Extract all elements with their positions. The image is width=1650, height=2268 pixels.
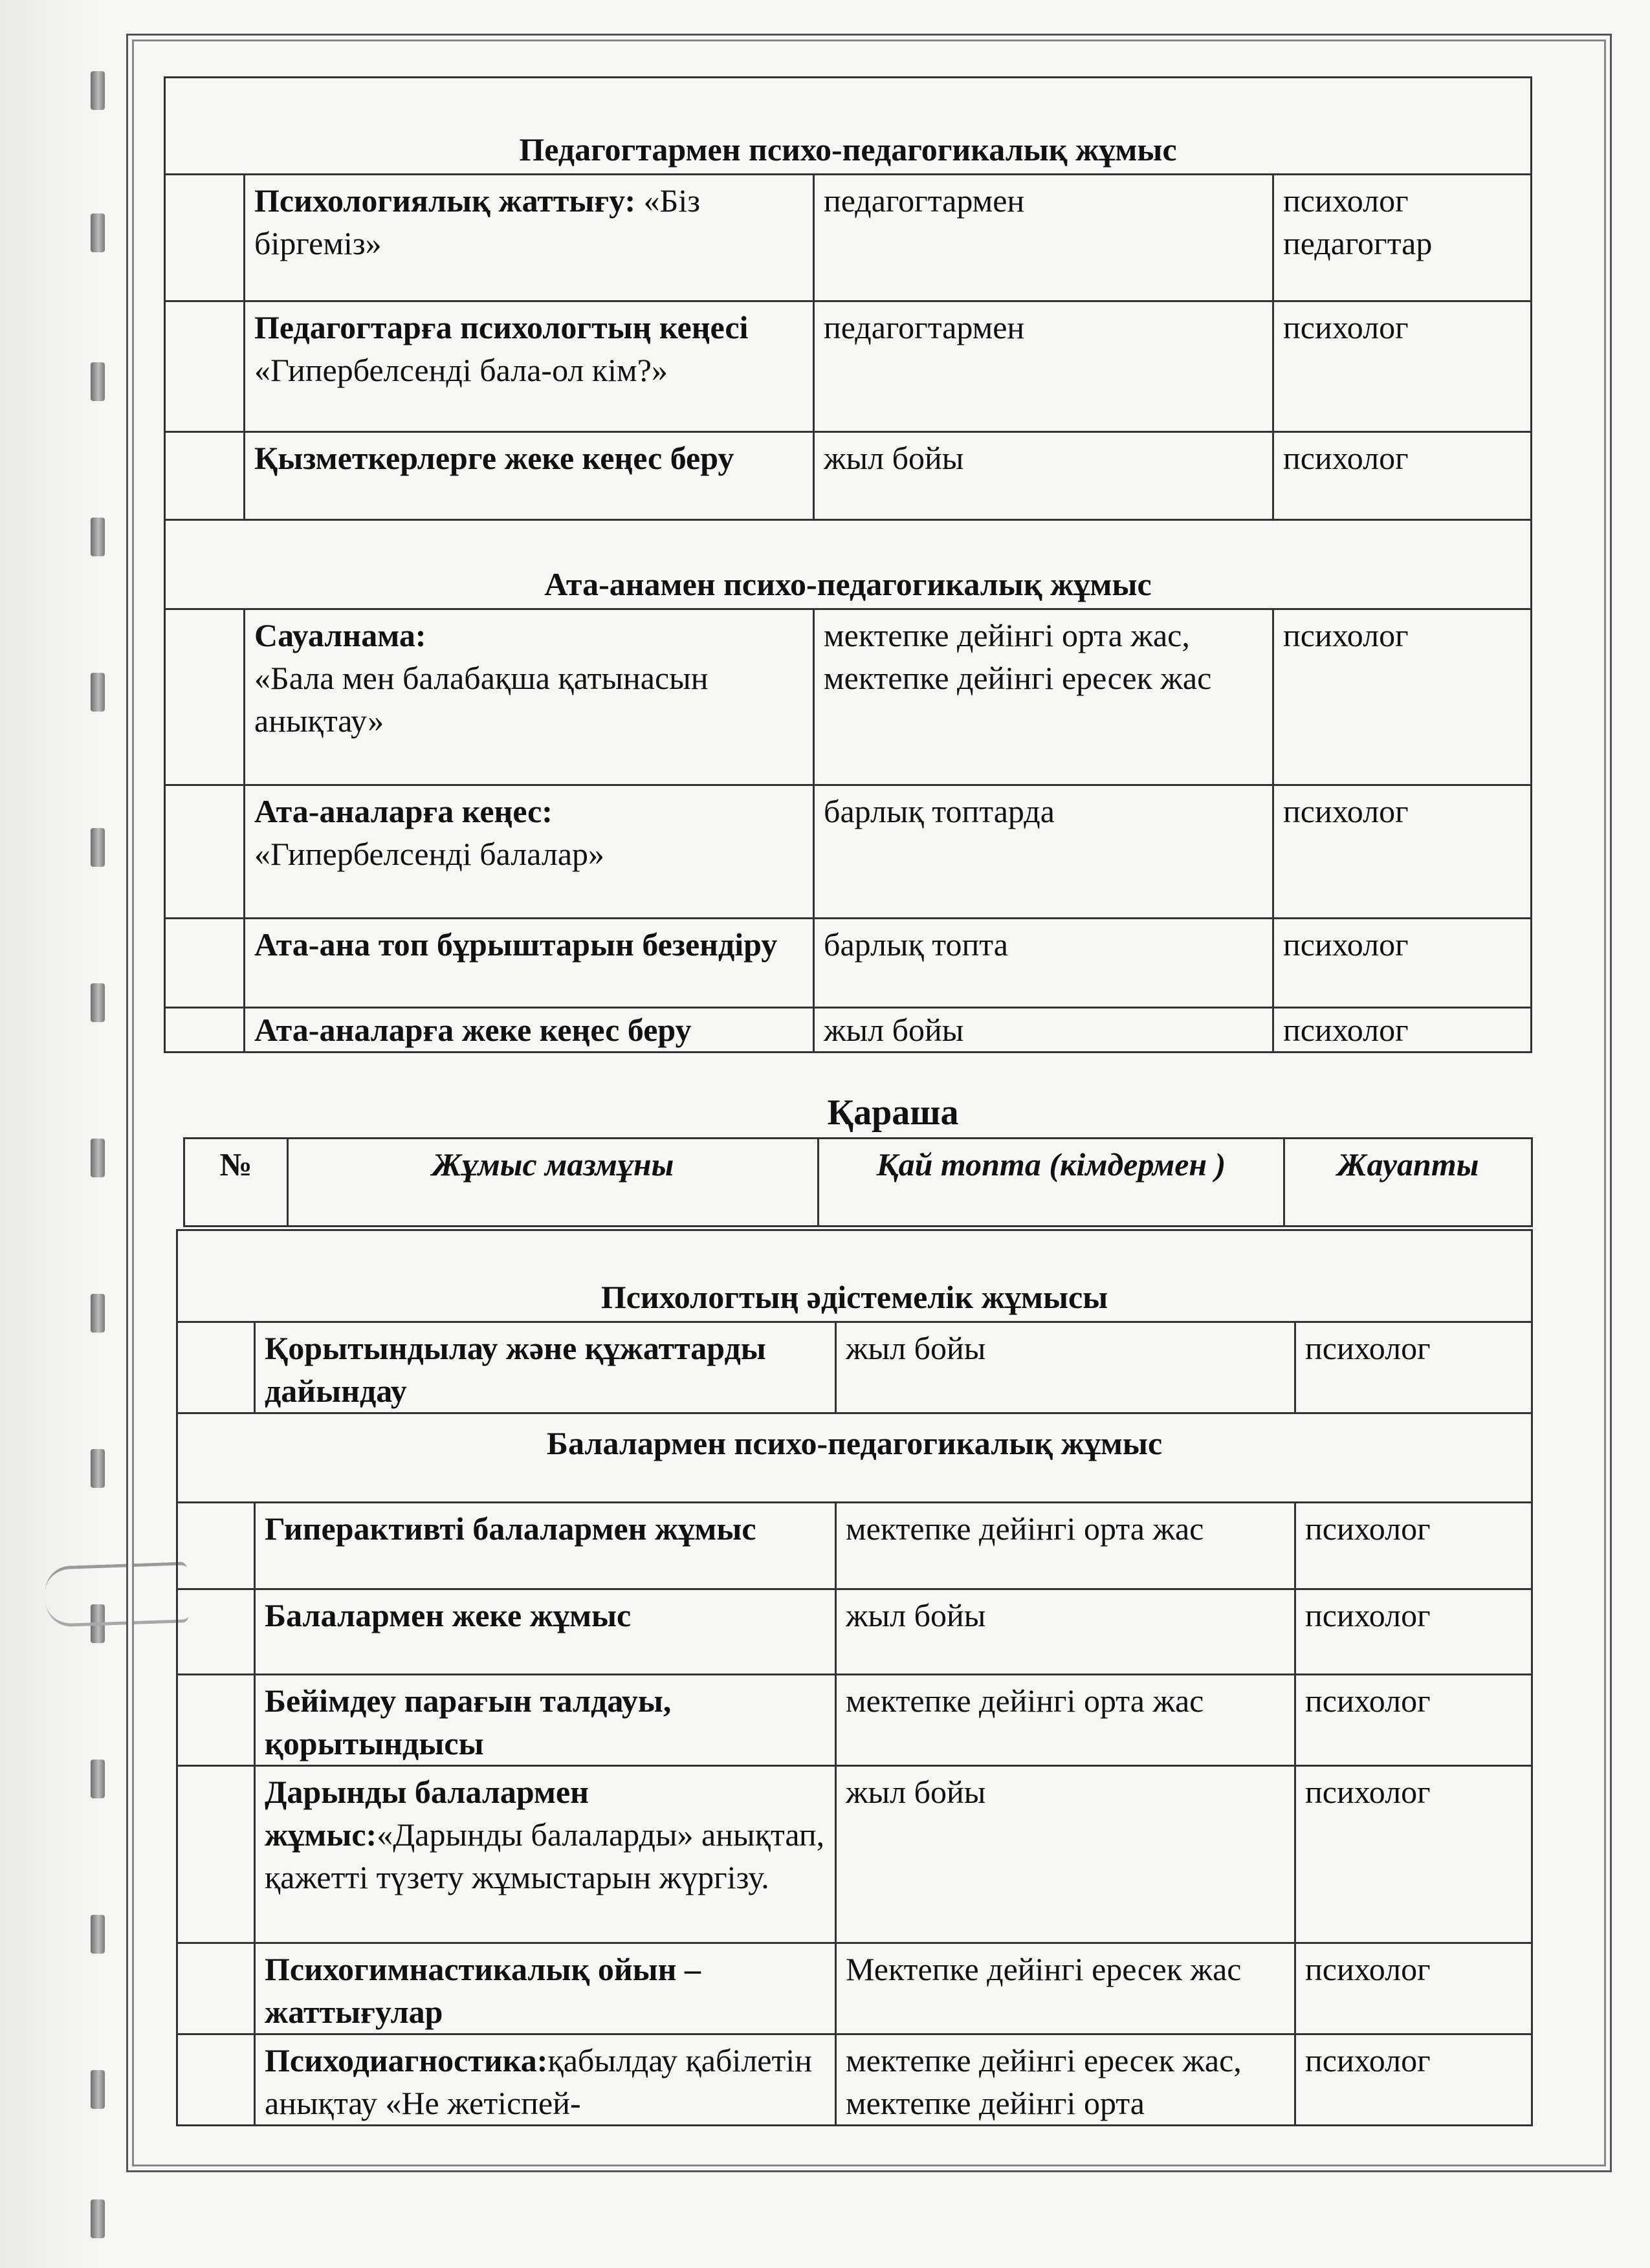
table-row [165, 175, 1532, 301]
content-cell [255, 1766, 836, 1943]
group-cell: барлық топта [814, 919, 1273, 1008]
table-row [177, 1503, 1532, 1589]
content-bold: Ата-аналарға жеке кеңес беру [254, 1012, 692, 1048]
content-cell [245, 432, 814, 520]
content-text: «Гипербелсенді балалар» [254, 836, 605, 872]
responsible-cell: психолог [1273, 301, 1532, 432]
bottom-table [176, 1229, 1533, 2126]
row-number-cell [177, 2034, 255, 2126]
section-heading: Психологтың әдістемелік жұмысы [177, 1230, 1532, 1322]
column-header-content: Жұмыс мазмұны [288, 1139, 819, 1227]
content-text: «Бала мен балабақша қатынасын анықтау» [254, 660, 709, 739]
row-number-cell [165, 919, 245, 1008]
content-bold: Сауалнама: [254, 617, 426, 653]
section-heading-row [177, 1413, 1532, 1503]
content-bold: Бейімдеу парағын талдауы, қорытындысы [265, 1683, 672, 1761]
column-header-number: № [184, 1139, 288, 1227]
responsible-cell: психолог [1273, 1008, 1532, 1052]
section-heading: Педагогтармен психо-педагогикалық жұмыс [165, 78, 1532, 175]
row-number-cell [165, 301, 245, 432]
responsible-cell: психолог [1273, 785, 1532, 919]
group-cell: мектепке дейінгі орта жас [836, 1675, 1295, 1766]
group-cell: Мектепке дейінгі ересек жас [836, 1943, 1295, 2034]
section-heading-row [165, 520, 1532, 609]
group-cell: жыл бойы [836, 1766, 1295, 1943]
content-bold: Қорытындылау және құжаттарды дайындау [265, 1330, 766, 1409]
content-cell [255, 1675, 836, 1766]
content-bold: Балалармен жеке жұмыс [265, 1597, 632, 1633]
group-cell: барлық топтарда [814, 785, 1273, 919]
content-bold: Ата-аналарға кеңес: [254, 793, 553, 829]
table-row [177, 1943, 1532, 2034]
table-row [165, 919, 1532, 1008]
binding-ring [91, 828, 105, 867]
section-heading: Балалармен психо-педагогикалық жұмыс [177, 1413, 1532, 1503]
table-row [165, 785, 1532, 919]
section-heading: Ата-анамен психо-педагогикалық жұмыс [165, 520, 1532, 609]
group-cell: жыл бойы [836, 1589, 1295, 1675]
content-cell [255, 1943, 836, 2034]
section-heading-row [177, 1230, 1532, 1322]
binding-ring [91, 362, 105, 401]
content-cell [255, 2034, 836, 2126]
content-bold: Психогимнастикалық ойын – жаттығулар [265, 1951, 701, 2030]
content-text: «Дарынды балаларды» анықтап, қажетті түзету жұмыстарын жүргізу. [265, 1816, 825, 1895]
binding-ring [91, 1760, 105, 1798]
responsible-cell: психолог [1295, 1766, 1532, 1943]
group-cell: жыл бойы [814, 1008, 1273, 1052]
row-number-cell [165, 1008, 245, 1052]
responsible-cell: психолог [1295, 1943, 1532, 2034]
responsible-cell: психолог [1295, 2034, 1532, 2126]
content-text: қабылдау қабілетін анықтау «Не жетіспей- [265, 2042, 812, 2121]
row-number-cell [177, 1675, 255, 1766]
content-bold: Психологиялық жаттығу: [254, 182, 636, 219]
row-number-cell [165, 785, 245, 919]
group-cell: жыл бойы [814, 432, 1273, 520]
content-cell [245, 919, 814, 1008]
binding-ring [91, 673, 105, 712]
table-row [177, 2034, 1532, 2126]
content-cell [245, 785, 814, 919]
table-row [165, 432, 1532, 520]
responsible-cell: психолог [1295, 1322, 1532, 1413]
content-cell [245, 609, 814, 785]
row-number-cell [177, 1503, 255, 1589]
group-cell: мектепке дейінгі орта жас [836, 1503, 1295, 1589]
binding-ring [91, 2070, 105, 2109]
binding-ring [91, 1449, 105, 1488]
binding-ring [91, 213, 105, 252]
table-row [165, 1008, 1532, 1052]
responsible-cell: психолог [1273, 432, 1532, 520]
month-title: Қараша [827, 1093, 959, 1133]
content-cell [245, 1008, 814, 1052]
content-cell [255, 1589, 836, 1675]
group-cell: педагогтармен [814, 175, 1273, 301]
row-number-cell [177, 1766, 255, 1943]
row-number-cell [165, 432, 245, 520]
table-row [165, 609, 1532, 785]
content-bold: Қызметкерлерге жеке кеңес беру [254, 440, 734, 476]
content-text: «Біз біргеміз» [254, 182, 701, 261]
binding-ring [91, 1139, 105, 1177]
binding-ring [91, 1915, 105, 1954]
table-row [177, 1322, 1532, 1413]
table-row [165, 301, 1532, 432]
group-cell: педагогтармен [814, 301, 1273, 432]
top-table [164, 76, 1532, 1053]
content-bold: Психодиагностика: [265, 2042, 548, 2078]
content-cell [245, 301, 814, 432]
binding-ring [91, 2199, 105, 2238]
table-row [177, 1589, 1532, 1675]
group-cell: жыл бойы [836, 1322, 1295, 1413]
table-row [177, 1675, 1532, 1766]
binding-ring [91, 518, 105, 556]
binding-ring [91, 983, 105, 1022]
group-cell: мектепке дейінгі орта жас, мектепке дейінгі ересек жас [814, 609, 1273, 785]
content-text: «Гипербелсенді бала-ол кім?» [254, 352, 668, 388]
responsible-cell: психолог педагогтар [1273, 175, 1532, 301]
group-cell: мектепке дейінгі ересек жас, мектепке дейінгі орта [836, 2034, 1295, 2126]
responsible-cell: психолог [1273, 919, 1532, 1008]
binding-ring [91, 1294, 105, 1333]
content-bold: Дарынды балалармен жұмыс: [265, 1774, 589, 1853]
table-row [177, 1766, 1532, 1943]
column-header-group: Қай топта (кімдермен ) [819, 1139, 1284, 1227]
row-number-cell [165, 175, 245, 301]
content-bold: Ата-ана топ бұрыштарын безендіру [254, 926, 778, 963]
content-cell [255, 1503, 836, 1589]
row-number-cell [177, 1943, 255, 2034]
content-bold: Педагогтарға психологтың кеңесі [254, 309, 749, 345]
responsible-cell: психолог [1295, 1503, 1532, 1589]
responsible-cell: психолог [1273, 609, 1532, 785]
row-number-cell [165, 609, 245, 785]
content-cell [245, 175, 814, 301]
binding-ring [91, 71, 105, 110]
content-bold: Гиперактивті балалармен жұмыс [265, 1510, 756, 1547]
row-number-cell [177, 1322, 255, 1413]
content-cell [255, 1322, 836, 1413]
column-header-responsible: Жауапты [1284, 1139, 1532, 1227]
responsible-cell: психолог [1295, 1675, 1532, 1766]
column-header-table [183, 1137, 1533, 1227]
section-heading-row [165, 78, 1532, 175]
responsible-cell: психолог [1295, 1589, 1532, 1675]
row-number-cell [177, 1589, 255, 1675]
